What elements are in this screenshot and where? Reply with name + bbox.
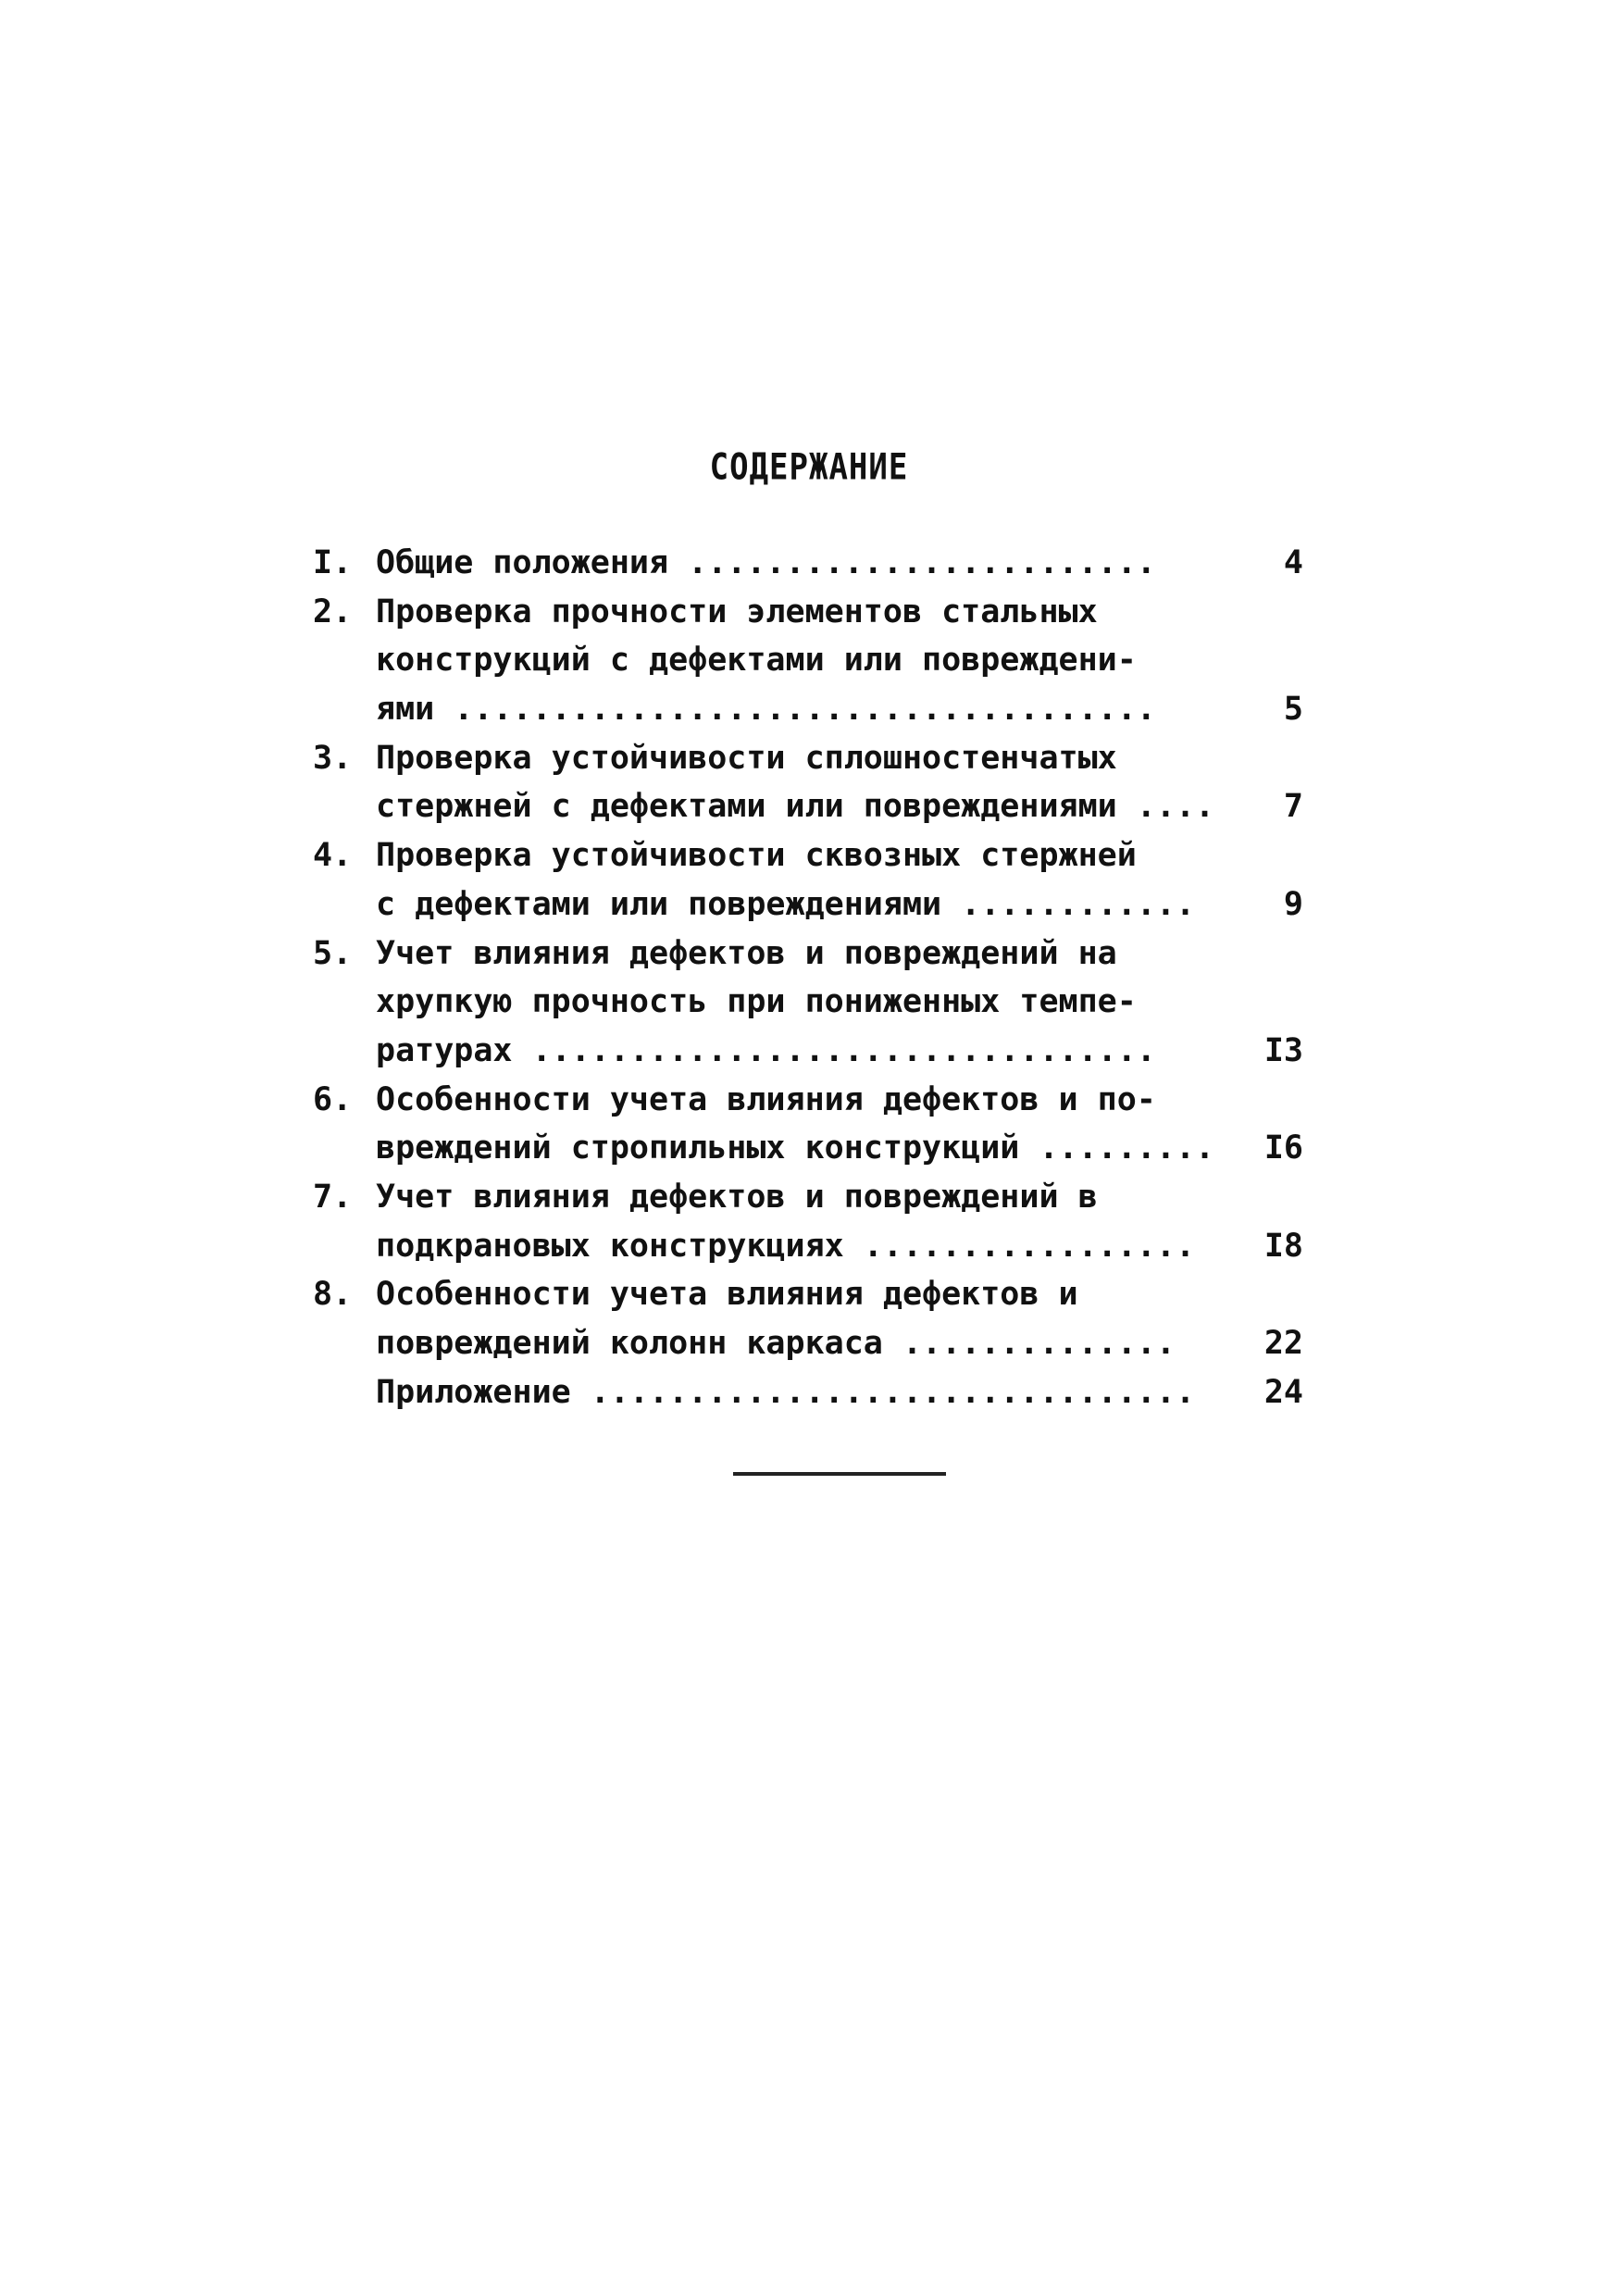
toc-entry-text: с дефектами или повреждениями ............ bbox=[376, 885, 1196, 923]
toc-entry-number: 5. bbox=[313, 934, 353, 972]
toc-entry-4 bbox=[313, 831, 1303, 880]
toc-entry-number: 7. bbox=[313, 1178, 353, 1216]
toc-entry-7-continuation bbox=[313, 1222, 1303, 1271]
toc-entry-text: Проверка прочности элементов стальных bbox=[376, 593, 1098, 630]
toc-entry-text: Учет влияния дефектов и повреждений в bbox=[376, 1178, 1098, 1216]
toc-entry-text: Особенности учета влияния дефектов и bbox=[376, 1276, 1078, 1314]
toc-entry-text: Особенности учета влияния дефектов и по- bbox=[376, 1080, 1156, 1118]
toc-entry-number: 4. bbox=[313, 837, 353, 875]
toc-entry-6 bbox=[313, 1076, 1303, 1125]
toc-entry-text: хрупкую прочность при пониженных темпе- bbox=[376, 983, 1137, 1021]
toc-entry-text: вреждений стропильных конструкций ......... bbox=[376, 1129, 1215, 1167]
toc-entry-text: повреждений колонн каркаса .............. bbox=[376, 1325, 1176, 1362]
toc-entry-5-continuation bbox=[313, 978, 1303, 1027]
toc-entry-page: 5 bbox=[1283, 691, 1303, 729]
toc-entry-page: 9 bbox=[1283, 885, 1303, 923]
toc-entry-5 bbox=[313, 930, 1303, 979]
toc-entry-8-continuation bbox=[313, 1319, 1303, 1368]
toc-entry-number: 8. bbox=[313, 1276, 353, 1314]
toc-entry-text: Общие положения ........................ bbox=[376, 544, 1156, 581]
toc-entry-4-continuation bbox=[313, 880, 1303, 930]
toc-entry-page: I6 bbox=[1263, 1129, 1303, 1167]
toc-entry-page: 7 bbox=[1283, 788, 1303, 826]
closing-rule bbox=[733, 1472, 946, 1476]
toc-entry-page: I8 bbox=[1263, 1227, 1303, 1265]
toc-entry-text: Проверка устойчивости сплошностенчатых bbox=[376, 739, 1117, 777]
toc-entry-6-continuation bbox=[313, 1124, 1303, 1173]
page-title: СОДЕРЖАНИЕ bbox=[709, 446, 909, 489]
table-of-contents bbox=[313, 539, 1303, 1416]
toc-entry-1 bbox=[313, 539, 1303, 588]
toc-entry-number: 3. bbox=[313, 739, 353, 777]
toc-entry-text: стержней с дефектами или повреждениями .... bbox=[376, 788, 1215, 826]
toc-entry-page: 4 bbox=[1283, 544, 1303, 581]
toc-entry-text: Проверка устойчивости сквозных стержней bbox=[376, 837, 1137, 875]
toc-entry-number: I. bbox=[313, 544, 353, 581]
toc-entry-page: 22 bbox=[1263, 1325, 1303, 1362]
toc-entry-5-continuation bbox=[313, 1027, 1303, 1076]
toc-entry-3-continuation bbox=[313, 782, 1303, 831]
toc-entry-text: Приложение ............................... bbox=[376, 1373, 1196, 1411]
toc-entry-number: 6. bbox=[313, 1080, 353, 1118]
toc-entry-3 bbox=[313, 734, 1303, 783]
toc-entry-text: Учет влияния дефектов и повреждений на bbox=[376, 934, 1117, 972]
toc-entry-appendix bbox=[313, 1368, 1303, 1417]
toc-entry-number: 2. bbox=[313, 593, 353, 630]
toc-entry-7 bbox=[313, 1173, 1303, 1222]
toc-entry-2-continuation bbox=[313, 636, 1303, 685]
toc-entry-2-continuation bbox=[313, 685, 1303, 734]
toc-entry-8 bbox=[313, 1270, 1303, 1319]
toc-entry-text: ратурах ................................ bbox=[376, 1031, 1156, 1069]
toc-entry-text: конструкций с дефектами или повреждени- bbox=[376, 642, 1137, 680]
toc-entry-text: ями .................................... bbox=[376, 691, 1156, 729]
toc-entry-2 bbox=[313, 588, 1303, 637]
toc-entry-text: подкрановых конструкциях ................. bbox=[376, 1227, 1196, 1265]
toc-entry-page: 24 bbox=[1263, 1373, 1303, 1411]
toc-entry-page: I3 bbox=[1263, 1031, 1303, 1069]
